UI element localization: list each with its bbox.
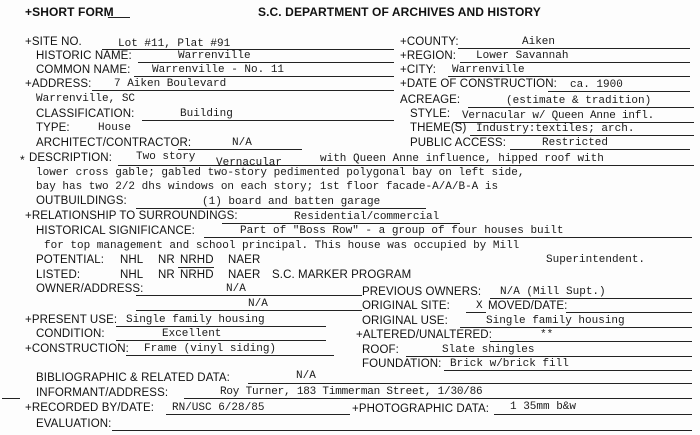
- themes-value: Industry:textiles; arch.: [476, 123, 635, 135]
- owner-address-value-line1: N/A: [226, 283, 246, 295]
- acreage-label: ACREAGE:: [400, 94, 461, 106]
- common-name-label: COMMON NAME:: [36, 64, 131, 76]
- architect-value: N/A: [232, 137, 252, 149]
- original-site-line: [466, 312, 486, 313]
- roof-label: ROOF:: [362, 344, 399, 356]
- bibliographic-value: N/A: [296, 370, 316, 382]
- historical-significance-line2: for top management and school principal. This house was occupied by Mill: [44, 240, 520, 252]
- description-line2: lower cross gable; gabled two-story pedimented polygonal bay on left side,: [36, 167, 525, 179]
- acreage-value: (estimate & tradition): [506, 95, 652, 107]
- common-name-line: [134, 76, 394, 77]
- informant-lead-line: [2, 398, 20, 399]
- address-label: +ADDRESS:: [25, 78, 92, 90]
- short-form-line: [108, 17, 130, 18]
- historical-significance-line3: Superintendent.: [546, 254, 646, 266]
- outbuildings-value: (1) board and batten garage: [202, 196, 381, 208]
- themes-line: [470, 135, 694, 136]
- county-line: [458, 48, 690, 49]
- description-line1: Two story: [136, 151, 196, 163]
- owner-address-value-line2: N/A: [248, 298, 268, 310]
- relationship-label: +RELATIONSHIP TO SURROUNDINGS:: [25, 210, 238, 222]
- bibliographic-label: BIBLIOGRAPHIC & RELATED DATA:: [36, 372, 230, 384]
- foundation-line: [444, 370, 692, 371]
- architect-line: [178, 149, 302, 150]
- historic-name-line: [138, 62, 394, 63]
- altered-value: **: [540, 329, 554, 341]
- outbuildings-line: [136, 208, 426, 209]
- city-line: [448, 76, 690, 77]
- description-overlay: Vernacular: [216, 157, 283, 169]
- present-use-value: Single family housing: [126, 314, 265, 326]
- public-access-line: [510, 149, 690, 150]
- description-line1b: with Queen Anne influence, hipped roof with: [320, 153, 604, 165]
- date-of-construction-label: +DATE OF CONSTRUCTION:: [400, 78, 557, 90]
- classification-value: Building: [180, 108, 233, 120]
- style-value: Vernacular w/ Queen Anne infl.: [462, 110, 655, 122]
- construction-value: Frame (vinyl siding): [144, 343, 277, 355]
- owner-address-line2: [136, 310, 362, 311]
- altered-line: [490, 341, 692, 342]
- listed-nrhd[interactable]: NRHD: [180, 269, 214, 281]
- public-access-value: Restricted: [542, 137, 609, 149]
- photographic-data-value: 1 35mm b&w: [510, 401, 577, 413]
- acreage-line: [468, 107, 694, 108]
- region-value: Lower Savannah: [476, 50, 569, 62]
- historical-significance-rule: [204, 237, 692, 238]
- bibliographic-line: [248, 383, 692, 384]
- relationship-value: Residential/commercial: [294, 211, 440, 223]
- evaluation-line: [112, 430, 692, 431]
- listed-label: LISTED:: [36, 269, 81, 281]
- moved-date-label: MOVED/DATE:: [488, 300, 568, 312]
- sc-marker-program: S.C. MARKER PROGRAM: [272, 269, 412, 281]
- evaluation-label: EVALUATION:: [36, 418, 112, 430]
- owner-address-line1: [136, 295, 362, 296]
- informant-label: INFORMANT/ADDRESS:: [36, 387, 169, 399]
- themes-label: THEME(S): [410, 122, 467, 134]
- description-marker: *: [20, 153, 25, 167]
- region-line: [460, 62, 690, 63]
- public-access-label: PUBLIC ACCESS:: [410, 137, 506, 149]
- listed-nhl[interactable]: NHL: [120, 269, 144, 281]
- county-label: +COUNTY:: [400, 36, 459, 48]
- county-value: Aiken: [522, 36, 556, 48]
- construction-label: +CONSTRUCTION:: [25, 343, 129, 355]
- architect-label: ARCHITECT/CONTRACTOR:: [36, 137, 192, 149]
- date-of-construction-value: ca. 1900: [570, 79, 623, 91]
- foundation-value: Brick w/brick fill: [450, 358, 569, 370]
- altered-label: +ALTERED/UNALTERED:: [356, 329, 492, 341]
- city-value: Warrenville: [452, 64, 525, 76]
- informant-line: [184, 398, 692, 399]
- recorded-by-label: +RECORDED BY/DATE:: [25, 402, 155, 414]
- potential-nrhd[interactable]: NRHD: [180, 254, 214, 266]
- site-label: +SITE NO.: [25, 36, 82, 48]
- recorded-by-line: [166, 414, 350, 415]
- potential-naer[interactable]: NAER: [228, 254, 261, 266]
- description-line3: bay has two 2/2 dhs windows on each story; 1st floor facade-A/A/B-A is: [36, 181, 499, 193]
- site-value: Lot #11, Plat #91: [118, 38, 231, 50]
- original-use-line: [460, 327, 692, 328]
- common-name-value: Warrenville - No. 11: [152, 64, 285, 76]
- description-label: DESCRIPTION:: [29, 152, 112, 164]
- address-value-line1: 7 Aiken Boulevard: [114, 78, 227, 90]
- form-title: S.C. DEPARTMENT OF ARCHIVES AND HISTORY: [258, 5, 541, 19]
- listed-naer[interactable]: NAER: [228, 269, 261, 281]
- outbuildings-label: OUTBUILDINGS:: [36, 195, 127, 207]
- condition-value: Excellent: [162, 328, 222, 340]
- potential-nrhd-underline: [178, 267, 214, 268]
- moved-date-line: [566, 312, 692, 313]
- historic-name-value: Warrenville: [178, 50, 251, 62]
- present-use-label: +PRESENT USE:: [25, 314, 118, 326]
- potential-nhl[interactable]: NHL: [120, 254, 144, 266]
- city-label: +CITY:: [400, 64, 437, 76]
- historical-significance-label: HISTORICAL SIGNIFICANCE:: [36, 225, 195, 237]
- address-line: [92, 90, 394, 91]
- original-site-value: X: [476, 300, 483, 312]
- short-form-label: +SHORT FORM: [25, 5, 114, 19]
- owner-address-label: OWNER/ADDRESS:: [36, 283, 144, 295]
- potential-nr[interactable]: NR: [158, 254, 175, 266]
- region-label: +REGION:: [400, 50, 457, 62]
- relationship-line: [222, 223, 460, 224]
- condition-label: CONDITION:: [36, 328, 105, 340]
- photographic-data-line: [494, 414, 692, 415]
- historical-significance-line1: Part of "Boss Row" - a group of four houses built: [240, 225, 564, 237]
- condition-line: [116, 340, 326, 341]
- classification-line: [142, 120, 394, 121]
- style-label: STYLE:: [410, 108, 451, 120]
- roof-line: [406, 356, 692, 357]
- original-site-label: ORIGINAL SITE:: [362, 300, 450, 312]
- present-use-line: [116, 326, 326, 327]
- potential-label: POTENTIAL:: [36, 254, 105, 266]
- type-label: TYPE:: [36, 122, 70, 134]
- photographic-data-label: +PHOTOGRAPHIC DATA:: [352, 403, 490, 415]
- address-value-line2: Warrenville, SC: [36, 93, 136, 105]
- original-use-value: Single family housing: [486, 315, 625, 327]
- foundation-label: FOUNDATION:: [362, 358, 442, 370]
- construction-line: [126, 355, 334, 356]
- description-line-a: [118, 165, 694, 166]
- previous-owners-line: [490, 298, 692, 299]
- historic-name-label: HISTORIC NAME:: [36, 50, 132, 62]
- type-value: House: [98, 122, 132, 134]
- date-of-construction-line: [548, 91, 690, 92]
- informant-value: Roy Turner, 183 Timmerman Street, 1/30/86: [220, 386, 483, 398]
- recorded-by-value: RN/USC 6/28/85: [172, 402, 265, 414]
- original-use-label: ORIGINAL USE:: [362, 315, 448, 327]
- previous-owners-label: PREVIOUS OWNERS:: [362, 286, 482, 298]
- previous-owners-value: N/A (Mill Supt.): [500, 286, 606, 298]
- listed-nr[interactable]: NR: [158, 269, 175, 281]
- classification-label: CLASSIFICATION:: [36, 108, 135, 120]
- roof-value: Slate shingles: [442, 344, 535, 356]
